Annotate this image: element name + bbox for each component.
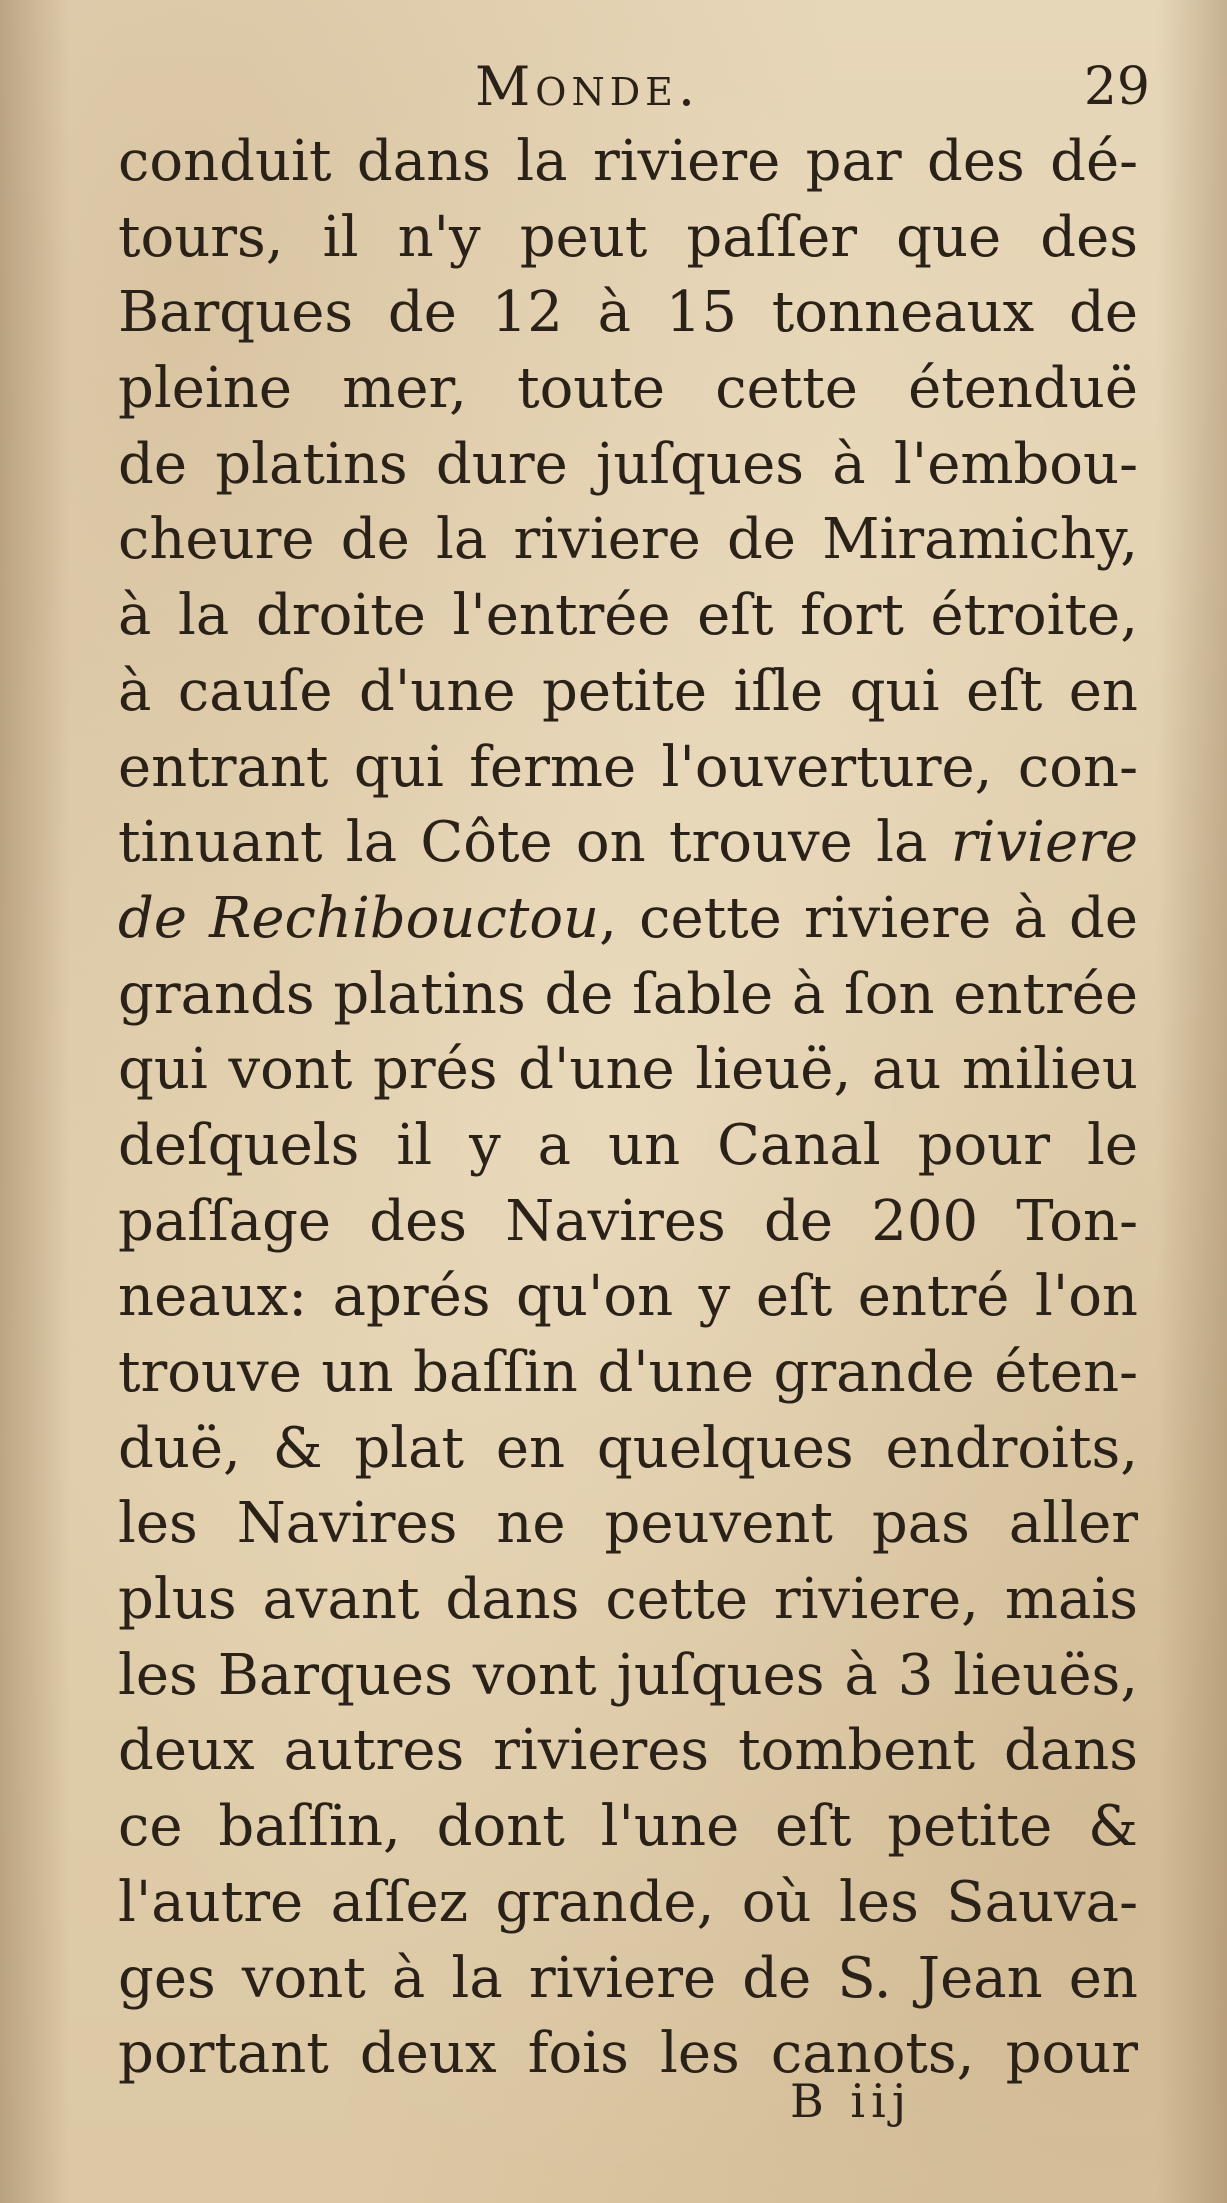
text-line: tours, il n'y peut paſſer que des <box>118 204 1138 270</box>
text-line: conduit dans la riviere par des dé- <box>118 129 1138 194</box>
body-text <box>118 124 1138 2092</box>
text-line: pleine mer, toute cette étenduë <box>118 356 1138 422</box>
text-line: duë, & plat en quelques endroits, <box>118 1415 1138 1481</box>
page-number: 29 <box>1083 57 1150 117</box>
text-line: paſſage des Navires de 200 Ton- <box>118 1188 1138 1254</box>
text-line: plus avant dans cette riviere, mais <box>118 1567 1138 1633</box>
text-line: neaux: aprés qu'on y eſt entré l'on <box>118 1264 1138 1330</box>
italic-place-name: riviere <box>950 810 1138 876</box>
text-line: les Navires ne peuvent pas aller <box>118 1491 1138 1557</box>
text-line: deux autres rivieres tombent dans <box>118 1718 1138 1784</box>
right-page-shadow <box>1157 0 1227 2203</box>
text-line: tinuant la Côte on trouve la riviere <box>118 810 1138 876</box>
text-line: grands platins de ſable à ſon entrée <box>118 961 1138 1027</box>
left-page-shadow <box>0 0 70 2203</box>
text-line: cheure de la riviere de Miramichy, <box>118 507 1138 573</box>
page-header <box>120 52 1150 122</box>
text-line: portant deux fois les canots, pour <box>118 2021 1138 2087</box>
text-line: de Rechibouctou, cette riviere à de <box>118 885 1138 951</box>
text-line: à la droite l'entrée eſt fort étroite, <box>118 583 1138 649</box>
text-line: deſquels il y a un Canal pour le <box>118 1112 1138 1178</box>
text-line: les Barques vont juſques à 3 lieuës, <box>118 1642 1138 1708</box>
signature-mark: B iij <box>790 2074 913 2128</box>
text-line: l'autre aſſez grande, où les Sauva- <box>118 1869 1138 1935</box>
text-line: qui vont prés d'une lieuë, au milieu <box>118 1037 1138 1103</box>
text-line: ce baſſin, dont l'une eſt petite & <box>118 1794 1138 1860</box>
text-line: trouve un baſſin d'une grande éten- <box>118 1340 1138 1405</box>
text-line: entrant qui ferme l'ouverture, con- <box>118 734 1138 800</box>
text-line: ges vont à la riviere de S. Jean en <box>118 1945 1138 2011</box>
text-line: de platins dure juſques à l'embou- <box>118 431 1138 497</box>
text-line: Barques de 12 à 15 tonneaux de <box>118 280 1138 346</box>
text-line: à cauſe d'une petite iſle qui eſt en <box>118 658 1138 724</box>
italic-place-name: de Rechibouctou <box>118 885 600 951</box>
running-head: Monde. <box>475 55 701 118</box>
